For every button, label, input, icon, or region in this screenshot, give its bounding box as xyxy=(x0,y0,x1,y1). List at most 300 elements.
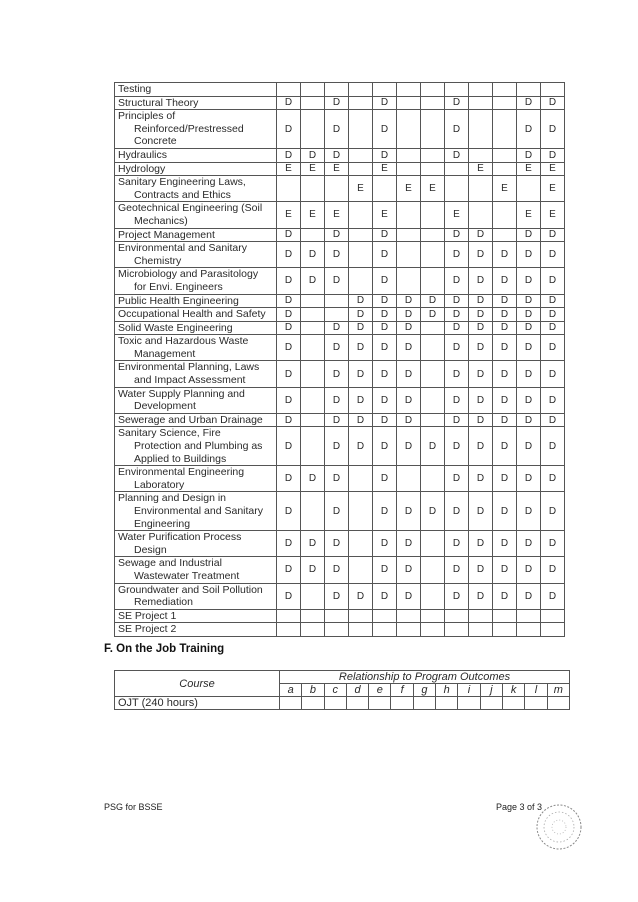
table-row xyxy=(115,609,565,623)
course-name-line: Water Supply Planning and xyxy=(118,387,245,400)
outcome-mark-cell: D xyxy=(445,335,469,361)
course-name-line: Remediation xyxy=(134,596,193,609)
outcome-mark-cell: D xyxy=(517,242,541,268)
outcome-mark-cell xyxy=(349,162,373,176)
outcome-mark-cell xyxy=(493,228,517,242)
outcome-mark-cell: D xyxy=(541,466,565,492)
outcome-mark-cell: D xyxy=(445,427,469,466)
outcome-mark-cell: D xyxy=(445,148,469,162)
course-name-line: Toxic and Hazardous Waste xyxy=(118,335,249,348)
outcome-mark-cell: D xyxy=(445,268,469,294)
outcome-mark-cell: D xyxy=(517,96,541,110)
course-name-cell xyxy=(115,268,277,294)
outcome-mark-cell xyxy=(325,609,349,623)
outcome-mark-cell xyxy=(349,492,373,531)
outcome-mark-cell: D xyxy=(445,387,469,413)
course-name-line: Microbiology and Parasitology xyxy=(118,268,259,281)
course-name-line: Reinforced/Prestressed xyxy=(134,122,244,135)
outcome-mark-cell: E xyxy=(517,162,541,176)
course-name-line: Hydrology xyxy=(118,162,166,175)
outcome-mark-cell: D xyxy=(373,335,397,361)
outcome-mark-cell xyxy=(397,623,421,637)
outcome-mark-cell: E xyxy=(517,202,541,228)
course-name-line: Groundwater and Soil Pollution xyxy=(118,583,263,596)
outcome-mark-cell xyxy=(325,294,349,308)
table-row xyxy=(115,413,565,427)
outcome-mark-cell xyxy=(445,623,469,637)
outcome-mark-cell: D xyxy=(277,361,301,387)
outcome-mark-cell xyxy=(301,83,325,97)
outcome-letter-header: c xyxy=(324,684,346,697)
outcome-mark-cell: D xyxy=(541,583,565,609)
outcome-mark-cell: D xyxy=(373,466,397,492)
table-row xyxy=(115,557,565,583)
course-name-cell xyxy=(115,609,277,623)
course-name-line: Planning and Design in xyxy=(118,492,226,505)
course-name-line: Concrete xyxy=(134,135,177,148)
outcome-mark-cell: E xyxy=(301,162,325,176)
outcome-mark-cell: D xyxy=(469,531,493,557)
outcome-mark-cell: D xyxy=(469,361,493,387)
outcome-mark-cell: D xyxy=(349,321,373,335)
outcome-mark-cell xyxy=(301,387,325,413)
outcome-mark-cell xyxy=(421,557,445,583)
course-name-line: Solid Waste Engineering xyxy=(118,321,233,334)
outcome-mark-cell: E xyxy=(325,162,349,176)
outcome-mark-cell: D xyxy=(349,294,373,308)
course-name-line: Wastewater Treatment xyxy=(134,569,240,582)
outcome-mark-cell xyxy=(301,308,325,322)
outcome-mark-cell: D xyxy=(373,96,397,110)
outcome-mark-cell xyxy=(349,242,373,268)
outcome-mark-cell xyxy=(301,609,325,623)
course-name-cell: OJT (240 hours) xyxy=(115,697,280,710)
course-name-cell xyxy=(115,294,277,308)
outcome-mark-cell xyxy=(502,697,524,710)
outcome-mark-cell xyxy=(391,697,413,710)
course-name-cell xyxy=(115,228,277,242)
outcome-mark-cell: D xyxy=(445,110,469,149)
outcome-mark-cell: D xyxy=(469,557,493,583)
course-name-cell xyxy=(115,148,277,162)
official-seal-icon xyxy=(532,800,586,854)
outcome-mark-cell: D xyxy=(541,294,565,308)
course-name-line: Applied to Buildings xyxy=(134,452,227,465)
outcome-mark-cell xyxy=(397,228,421,242)
outcome-mark-cell: D xyxy=(277,413,301,427)
outcome-mark-cell: D xyxy=(397,387,421,413)
outcome-mark-cell: D xyxy=(373,583,397,609)
outcome-mark-cell xyxy=(493,110,517,149)
outcome-mark-cell xyxy=(493,202,517,228)
outcome-mark-cell xyxy=(346,697,368,710)
outcome-mark-cell: E xyxy=(277,162,301,176)
outcome-mark-cell xyxy=(325,623,349,637)
outcome-letter-header: l xyxy=(525,684,547,697)
outcome-mark-cell: D xyxy=(541,321,565,335)
outcome-mark-cell xyxy=(373,176,397,202)
course-name-line: Occupational Health and Safety xyxy=(118,308,266,321)
outcome-letter-header: m xyxy=(547,684,569,697)
outcome-mark-cell: D xyxy=(445,413,469,427)
outcome-mark-cell xyxy=(301,335,325,361)
outcome-mark-cell xyxy=(445,83,469,97)
outcome-mark-cell: D xyxy=(277,96,301,110)
outcome-mark-cell xyxy=(397,96,421,110)
outcome-mark-cell xyxy=(421,413,445,427)
outcome-mark-cell: D xyxy=(397,413,421,427)
outcome-mark-cell: D xyxy=(397,308,421,322)
outcome-mark-cell: D xyxy=(445,583,469,609)
outcome-mark-cell: D xyxy=(397,321,421,335)
outcome-mark-cell: D xyxy=(277,557,301,583)
table-row xyxy=(115,176,565,202)
outcome-mark-cell: D xyxy=(277,466,301,492)
outcome-mark-cell: D xyxy=(493,387,517,413)
outcome-mark-cell: D xyxy=(325,335,349,361)
outcome-mark-cell: D xyxy=(469,268,493,294)
outcome-mark-cell: D xyxy=(469,321,493,335)
outcome-mark-cell xyxy=(397,110,421,149)
table-row xyxy=(115,96,565,110)
outcome-letter-header: a xyxy=(280,684,302,697)
outcome-mark-cell: D xyxy=(493,294,517,308)
outcome-mark-cell xyxy=(369,697,391,710)
outcome-mark-cell: D xyxy=(469,294,493,308)
outcome-mark-cell: D xyxy=(277,531,301,557)
outcome-mark-cell: E xyxy=(541,176,565,202)
outcome-mark-cell: D xyxy=(277,268,301,294)
outcome-mark-cell: D xyxy=(445,294,469,308)
outcome-mark-cell: D xyxy=(373,110,397,149)
outcome-mark-cell: D xyxy=(277,387,301,413)
outcome-mark-cell xyxy=(525,697,547,710)
section-title: F. On the Job Training xyxy=(104,643,225,655)
outcome-mark-cell: D xyxy=(493,335,517,361)
outcome-mark-cell: D xyxy=(517,413,541,427)
outcome-mark-cell: D xyxy=(541,557,565,583)
outcome-mark-cell: D xyxy=(277,110,301,149)
course-name-line: Structural Theory xyxy=(118,96,199,109)
table-row xyxy=(115,697,570,710)
outcome-mark-cell: D xyxy=(493,492,517,531)
outcome-mark-cell xyxy=(469,623,493,637)
outcome-mark-cell: E xyxy=(541,162,565,176)
course-name-line: for Envi. Engineers xyxy=(134,280,223,293)
outcome-mark-cell: D xyxy=(373,492,397,531)
outcome-mark-cell: D xyxy=(349,308,373,322)
course-name-line: Public Health Engineering xyxy=(118,294,239,307)
course-name-line: Environmental and Sanitary xyxy=(118,242,247,255)
outcome-mark-cell xyxy=(541,609,565,623)
outcome-mark-cell: D xyxy=(325,413,349,427)
table-row xyxy=(115,361,565,387)
outcome-mark-cell xyxy=(301,321,325,335)
outcome-mark-cell: D xyxy=(541,427,565,466)
outcome-mark-cell: D xyxy=(469,427,493,466)
course-name-cell xyxy=(115,492,277,531)
outcome-mark-cell: D xyxy=(301,557,325,583)
outcome-mark-cell xyxy=(517,609,541,623)
table-row xyxy=(115,110,565,149)
outcome-mark-cell: D xyxy=(493,413,517,427)
outcome-mark-cell xyxy=(397,466,421,492)
outcome-mark-cell: D xyxy=(373,294,397,308)
outcome-mark-cell: D xyxy=(493,361,517,387)
outcome-mark-cell: D xyxy=(397,531,421,557)
outcome-mark-cell xyxy=(349,623,373,637)
course-name-line: Water Purification Process xyxy=(118,531,242,544)
outcome-mark-cell: D xyxy=(469,335,493,361)
table-row xyxy=(115,268,565,294)
outcome-letter-header: b xyxy=(302,684,324,697)
outcome-mark-cell: D xyxy=(373,308,397,322)
outcome-mark-cell: D xyxy=(541,242,565,268)
outcome-mark-cell: D xyxy=(373,557,397,583)
course-name-line: Laboratory xyxy=(134,478,185,491)
outcome-mark-cell: D xyxy=(277,308,301,322)
table-row xyxy=(115,321,565,335)
outcome-mark-cell: D xyxy=(349,413,373,427)
outcome-mark-cell xyxy=(397,609,421,623)
ojt-outcomes-table xyxy=(114,670,570,710)
outcome-mark-cell: D xyxy=(469,583,493,609)
outcome-mark-cell: D xyxy=(373,361,397,387)
course-name-line: Sanitary Engineering Laws, xyxy=(118,176,246,189)
outcome-mark-cell: D xyxy=(325,361,349,387)
outcome-mark-cell xyxy=(421,466,445,492)
outcome-mark-cell: D xyxy=(469,387,493,413)
outcome-mark-cell xyxy=(421,335,445,361)
outcome-mark-cell: E xyxy=(301,202,325,228)
outcome-mark-cell: D xyxy=(277,492,301,531)
outcome-mark-cell: E xyxy=(397,176,421,202)
outcome-mark-cell: D xyxy=(421,308,445,322)
outcome-mark-cell: D xyxy=(421,492,445,531)
outcome-mark-cell: D xyxy=(517,466,541,492)
footer-program-label: PSG for BSSE xyxy=(104,802,163,812)
outcome-mark-cell xyxy=(301,492,325,531)
outcome-mark-cell xyxy=(373,83,397,97)
outcome-mark-cell: D xyxy=(541,531,565,557)
outcome-mark-cell: D xyxy=(301,466,325,492)
table-row xyxy=(115,335,565,361)
outcome-mark-cell: D xyxy=(373,268,397,294)
outcome-mark-cell: D xyxy=(373,148,397,162)
course-name-line: SE Project 1 xyxy=(118,609,177,622)
outcome-mark-cell: D xyxy=(349,387,373,413)
outcome-mark-cell: D xyxy=(445,466,469,492)
outcome-mark-cell xyxy=(445,176,469,202)
course-name-cell xyxy=(115,321,277,335)
outcome-mark-cell xyxy=(469,148,493,162)
outcome-mark-cell xyxy=(541,83,565,97)
table-row xyxy=(115,228,565,242)
outcome-mark-cell xyxy=(493,609,517,623)
outcome-mark-cell xyxy=(301,413,325,427)
outcome-mark-cell xyxy=(517,176,541,202)
course-name-cell xyxy=(115,83,277,97)
table-row xyxy=(115,294,565,308)
outcome-mark-cell: D xyxy=(349,427,373,466)
outcome-mark-cell: D xyxy=(373,413,397,427)
outcome-mark-cell xyxy=(349,202,373,228)
outcome-mark-cell xyxy=(421,202,445,228)
outcome-mark-cell xyxy=(421,83,445,97)
outcome-mark-cell xyxy=(349,609,373,623)
outcome-mark-cell: D xyxy=(517,228,541,242)
outcome-mark-cell: D xyxy=(541,110,565,149)
course-name-cell xyxy=(115,242,277,268)
outcome-mark-cell xyxy=(277,609,301,623)
outcome-mark-cell: D xyxy=(325,492,349,531)
outcome-mark-cell xyxy=(469,176,493,202)
course-name-cell xyxy=(115,202,277,228)
outcome-mark-cell: D xyxy=(277,294,301,308)
outcome-mark-cell: D xyxy=(469,228,493,242)
outcome-mark-cell xyxy=(421,242,445,268)
outcome-mark-cell: D xyxy=(541,96,565,110)
table-row xyxy=(115,623,565,637)
outcome-mark-cell xyxy=(301,176,325,202)
outcome-mark-cell xyxy=(493,162,517,176)
outcome-letter-header: k xyxy=(502,684,524,697)
outcome-mark-cell: D xyxy=(541,148,565,162)
outcome-mark-cell: D xyxy=(541,361,565,387)
outcome-mark-cell xyxy=(421,623,445,637)
outcome-mark-cell: D xyxy=(325,148,349,162)
outcome-mark-cell xyxy=(397,83,421,97)
outcome-mark-cell: D xyxy=(325,242,349,268)
outcome-mark-cell xyxy=(349,110,373,149)
outcome-mark-cell: D xyxy=(445,321,469,335)
outcome-mark-cell xyxy=(421,162,445,176)
outcome-mark-cell xyxy=(301,110,325,149)
table-row xyxy=(115,202,565,228)
outcome-mark-cell: D xyxy=(373,531,397,557)
outcome-mark-cell: D xyxy=(517,268,541,294)
course-name-line: Sewage and Industrial xyxy=(118,557,222,570)
course-name-line: Testing xyxy=(118,83,152,95)
outcome-mark-cell: D xyxy=(277,335,301,361)
outcome-mark-cell xyxy=(349,268,373,294)
course-name-line: SE Project 2 xyxy=(118,623,177,636)
course-name-line: Mechanics) xyxy=(134,214,188,227)
relationship-header: Relationship to Program Outcomes xyxy=(280,671,570,684)
outcome-mark-cell xyxy=(397,268,421,294)
course-name-line: Chemistry xyxy=(134,254,182,267)
outcome-mark-cell: D xyxy=(445,361,469,387)
outcome-mark-cell: D xyxy=(325,110,349,149)
outcome-mark-cell xyxy=(458,697,480,710)
outcome-mark-cell xyxy=(397,162,421,176)
outcome-mark-cell xyxy=(469,83,493,97)
outcome-mark-cell: D xyxy=(469,308,493,322)
outcome-mark-cell xyxy=(301,623,325,637)
outcome-mark-cell xyxy=(421,583,445,609)
outcome-mark-cell: E xyxy=(325,202,349,228)
outcome-mark-cell xyxy=(421,110,445,149)
outcome-mark-cell: D xyxy=(397,427,421,466)
outcome-mark-cell: D xyxy=(445,96,469,110)
outcome-mark-cell xyxy=(302,697,324,710)
outcome-mark-cell: D xyxy=(445,308,469,322)
outcome-mark-cell xyxy=(349,96,373,110)
outcome-mark-cell xyxy=(349,531,373,557)
outcome-mark-cell: E xyxy=(541,202,565,228)
outcome-mark-cell xyxy=(280,697,302,710)
course-name-cell xyxy=(115,413,277,427)
table-row xyxy=(115,83,565,97)
outcome-mark-cell: D xyxy=(277,228,301,242)
outcome-mark-cell xyxy=(277,83,301,97)
outcome-mark-cell xyxy=(301,228,325,242)
outcome-mark-cell: D xyxy=(493,308,517,322)
outcome-mark-cell: E xyxy=(349,176,373,202)
outcome-mark-cell: D xyxy=(493,268,517,294)
outcome-mark-cell: D xyxy=(541,228,565,242)
outcome-mark-cell: D xyxy=(493,242,517,268)
outcome-mark-cell xyxy=(397,202,421,228)
outcome-mark-cell xyxy=(421,228,445,242)
outcome-mark-cell: D xyxy=(325,268,349,294)
outcome-mark-cell: D xyxy=(517,492,541,531)
outcome-mark-cell: D xyxy=(301,242,325,268)
outcome-mark-cell xyxy=(436,697,458,710)
outcome-mark-cell: D xyxy=(277,148,301,162)
outcome-mark-cell: D xyxy=(493,531,517,557)
outcome-mark-cell: D xyxy=(373,321,397,335)
course-name-line: Protection and Plumbing as xyxy=(134,440,263,453)
course-name-cell xyxy=(115,361,277,387)
outcome-mark-cell xyxy=(301,294,325,308)
ojt-header-row xyxy=(115,671,570,684)
course-name-line: Sewerage and Urban Drainage xyxy=(118,413,263,426)
course-name-line: Development xyxy=(134,400,196,413)
outcome-letter-header: f xyxy=(391,684,413,697)
outcome-mark-cell xyxy=(421,268,445,294)
outcome-mark-cell: D xyxy=(541,268,565,294)
outcome-mark-cell: E xyxy=(421,176,445,202)
outcome-mark-cell xyxy=(373,609,397,623)
outcome-mark-cell: D xyxy=(397,492,421,531)
curriculum-table-body xyxy=(115,83,565,637)
curriculum-outcomes-table xyxy=(114,82,565,637)
outcome-mark-cell: D xyxy=(445,228,469,242)
table-row xyxy=(115,242,565,268)
outcome-mark-cell: D xyxy=(517,387,541,413)
outcome-mark-cell xyxy=(541,623,565,637)
outcome-mark-cell: E xyxy=(493,176,517,202)
course-name-line: Environmental Engineering xyxy=(118,466,245,479)
outcome-mark-cell xyxy=(324,697,346,710)
outcome-mark-cell xyxy=(480,697,502,710)
outcome-mark-cell: D xyxy=(541,413,565,427)
course-name-line: Engineering xyxy=(134,517,191,530)
course-name-line: Design xyxy=(134,543,167,556)
outcome-letter-header: d xyxy=(346,684,368,697)
course-name-line: Principles of xyxy=(118,110,176,123)
outcome-mark-cell: D xyxy=(373,242,397,268)
course-name-line: Sanitary Science, Fire xyxy=(118,427,221,440)
outcome-mark-cell: D xyxy=(445,531,469,557)
course-name-line: Hydraulics xyxy=(118,148,168,161)
table-row xyxy=(115,162,565,176)
outcome-mark-cell: D xyxy=(301,148,325,162)
outcome-mark-cell: D xyxy=(325,583,349,609)
outcome-mark-cell: D xyxy=(493,583,517,609)
outcome-mark-cell: D xyxy=(325,427,349,466)
